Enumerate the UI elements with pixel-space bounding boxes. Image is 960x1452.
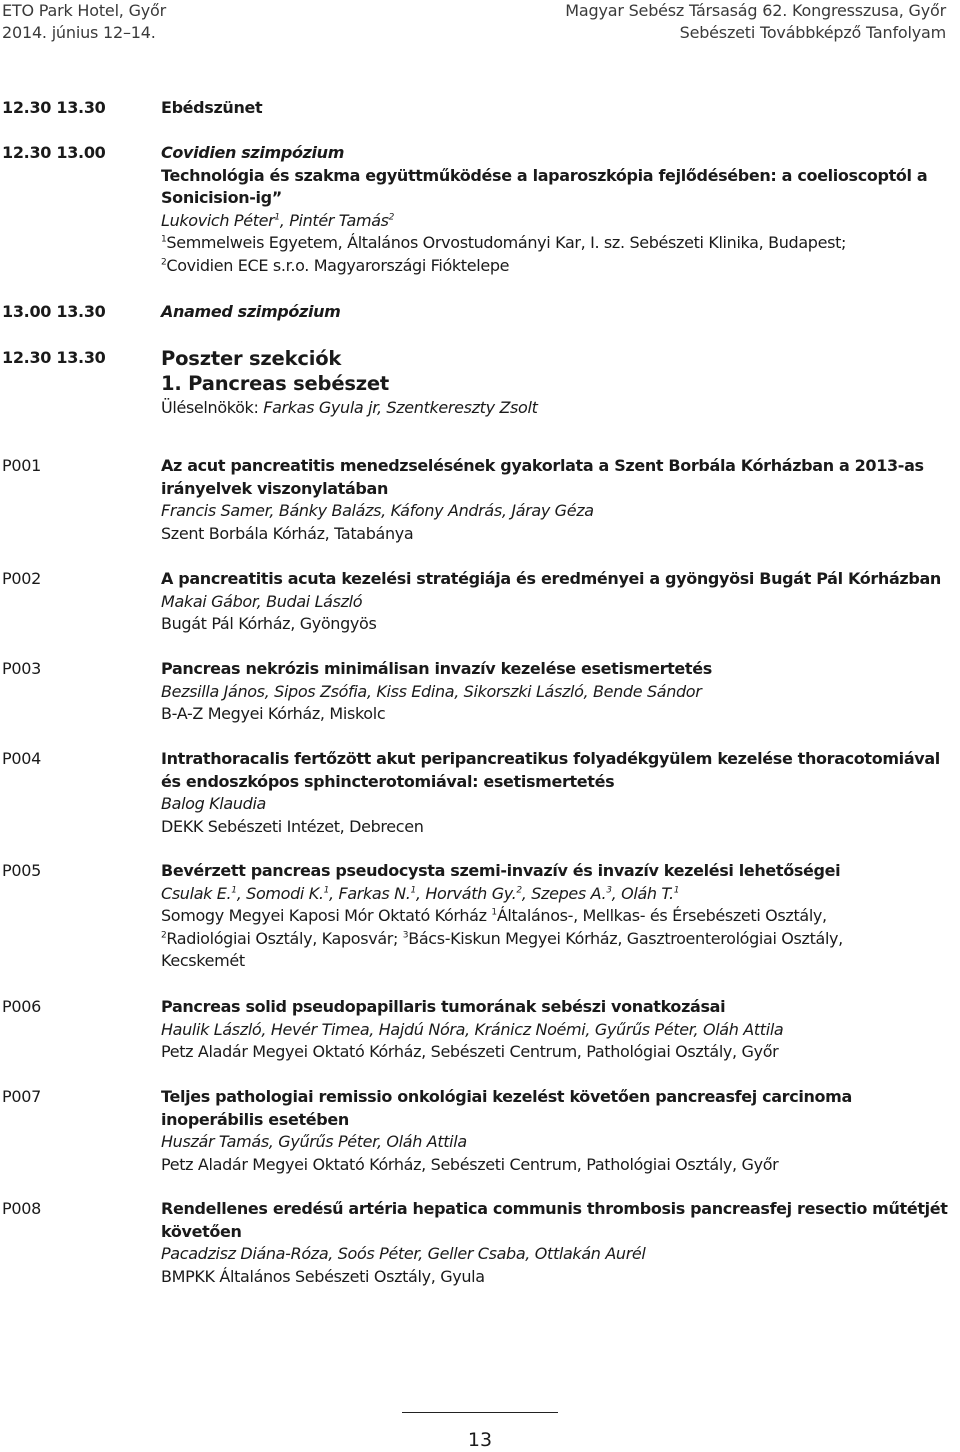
poster-code: P003 bbox=[2, 659, 41, 678]
session-title: Covidien szimpózium bbox=[161, 143, 345, 162]
header-congress bbox=[565, 0, 946, 44]
poster-affiliation-city: Kecskemét bbox=[161, 951, 245, 970]
header-dates: 2014. június 12–14. bbox=[2, 23, 156, 42]
poster-authors: Francis Samer, Bánky Balázs, Káfony András, Járay Géza bbox=[161, 501, 594, 520]
header-venue: ETO Park Hotel, Győr bbox=[2, 1, 167, 20]
poster-title: Pancreas nekrózis minimálisan invazív kezelése esetismertetés bbox=[161, 659, 712, 678]
poster-affiliation-cont: $^2$Radiológiai Osztály, Kaposvár; $^3$Bács-Kiskun Megyei Kórház, Gasztroenterológiai Osztály, bbox=[161, 928, 843, 948]
talk-title: Technológia és szakma együttműködése a laparoszkópia fejlődésében: a coelioscoptól a Sonicision-ig” bbox=[161, 165, 928, 207]
poster-title: A pancreatitis acuta kezelési stratégiája és eredményei a gyöngyösi Bugát Pál Kórházban bbox=[161, 569, 941, 588]
poster-authors: Haulik László, Hevér Timea, Hajdú Nóra, Kránicz Noémi, Gyűrűs Péter, Oláh Attila bbox=[161, 1019, 784, 1039]
affiliation-2: $^2$Covidien ECE s.r.o. Magyarországi Fióktelepe bbox=[161, 255, 510, 275]
session-title: Ebédszünet bbox=[161, 98, 263, 117]
poster-affiliation: Bugát Pál Kórház, Gyöngyös bbox=[161, 614, 377, 633]
poster-title: Pancreas solid pseudopapillaris tumorának sebészi vonatkozásai bbox=[161, 997, 726, 1016]
time-slot: 13.00 13.30 bbox=[2, 302, 106, 321]
poster-authors: Makai Gábor, Budai László bbox=[161, 591, 363, 611]
poster-authors: Balog Klaudia bbox=[161, 794, 266, 813]
poster-affiliation: B-A-Z Megyei Kórház, Miskolc bbox=[161, 704, 386, 723]
footer-divider bbox=[402, 1412, 558, 1413]
poster-title: Az acut pancreatitis menedzselésének gyakorlata a Szent Borbála Kórházban a 2013-as irányelvek viszonylatában bbox=[161, 456, 924, 498]
header-event-location bbox=[2, 0, 166, 44]
page-number: 13 bbox=[467, 1429, 493, 1451]
poster-authors: Bezsilla János, Sipos Zsófia, Kiss Edina, Sikorszki László, Bende Sándor bbox=[161, 681, 702, 701]
poster-title: Rendellenes eredésű artéria hepatica communis thrombosis pancreasfej resectio műtétjét követően bbox=[161, 1199, 948, 1241]
poster-code: P001 bbox=[2, 456, 41, 475]
time-slot: 12.30 13.30 bbox=[2, 348, 106, 367]
poster-affiliation: Szent Borbála Kórház, Tatabánya bbox=[161, 523, 414, 543]
poster-title: Intrathoracalis fertőzött akut peripancreatikus folyadékgyülem kezelése thoracotomiával és endoszkópos sphincterotomiával: esetismertetés bbox=[161, 749, 940, 791]
session-title: Poszter szekciók bbox=[161, 347, 342, 370]
poster-affiliation: DEKK Sebészeti Intézet, Debrecen bbox=[161, 816, 424, 836]
poster-authors: Pacadzisz Diána-Róza, Soós Péter, Geller Csaba, Ottlakán Aurél bbox=[161, 1244, 646, 1263]
session-chairs: Üléselnökök: Farkas Gyula jr, Szentkereszty Zsolt bbox=[161, 398, 538, 417]
poster-affiliation: BMPKK Általános Sebészeti Osztály, Gyula bbox=[161, 1266, 485, 1286]
time-slot: 12.30 13.00 bbox=[2, 143, 106, 162]
poster-authors: Huszár Tamás, Gyűrűs Péter, Oláh Attila bbox=[161, 1132, 467, 1151]
section-title: 1. Pancreas sebészet bbox=[161, 372, 390, 395]
poster-code: P008 bbox=[2, 1199, 41, 1218]
poster-affiliation: Petz Aladár Megyei Oktató Kórház, Sebészeti Centrum, Pathológiai Osztály, Győr bbox=[161, 1154, 779, 1174]
time-slot: 12.30 13.30 bbox=[2, 98, 106, 117]
talk-authors: Lukovich Péter$^1$, Pintér Tamás$^2$ bbox=[161, 210, 395, 230]
affiliation-1: $^1$Semmelweis Egyetem, Általános Orvostudományi Kar, I. sz. Sebészeti Klinika, Budapest; bbox=[161, 233, 847, 252]
poster-code: P007 bbox=[2, 1087, 41, 1106]
poster-title: Teljes pathologiai remissio onkológiai kezelést követően pancreasfej carcinoma inoperábilis esetében bbox=[161, 1087, 852, 1129]
session-title: Anamed szimpózium bbox=[161, 302, 341, 321]
header-congress-name: Magyar Sebész Társaság 62. Kongresszusa, Győr bbox=[565, 1, 946, 20]
header-course-name: Sebészeti Továbbképző Tanfolyam bbox=[679, 23, 946, 42]
poster-code: P004 bbox=[2, 749, 41, 768]
poster-code: P002 bbox=[2, 569, 41, 588]
poster-affiliation: Petz Aladár Megyei Oktató Kórház, Sebészeti Centrum, Pathológiai Osztály, Győr bbox=[161, 1042, 779, 1061]
poster-code: P005 bbox=[2, 861, 41, 880]
poster-affiliation: Somogy Megyei Kaposi Mór Oktató Kórház $^1$Általános-, Mellkas- és Érsebészeti Osztály, bbox=[161, 906, 827, 925]
poster-title: Bevérzett pancreas pseudocysta szemi-invazív és invazív kezelési lehetőségei bbox=[161, 861, 841, 880]
poster-authors: Csulak E.$^1$, Somodi K.$^1$, Farkas N.$^1$, Horváth Gy.$^2$, Szepes A.$^3$, Oláh T.$^1$ bbox=[161, 883, 680, 903]
poster-code: P006 bbox=[2, 997, 41, 1016]
